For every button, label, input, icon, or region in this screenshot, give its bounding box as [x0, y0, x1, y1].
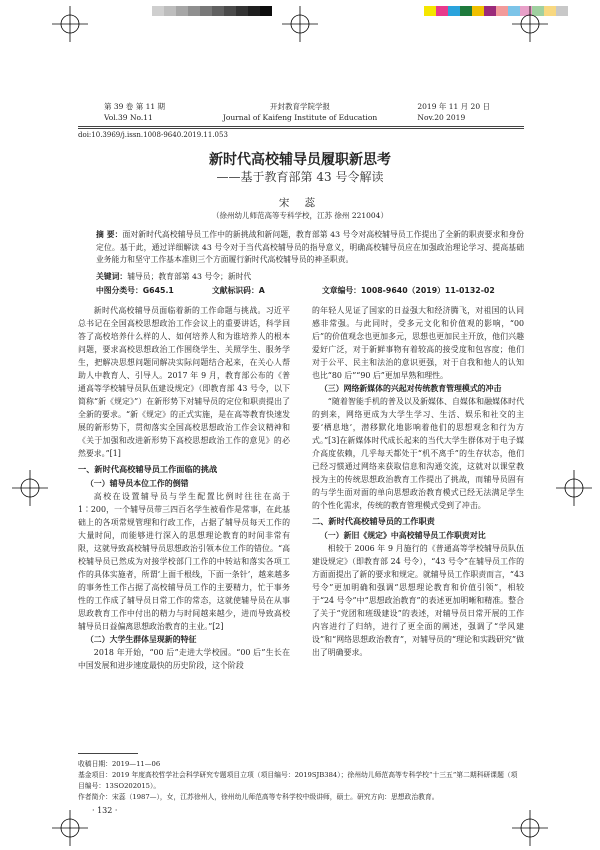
grayscale-swatch [248, 6, 260, 16]
footnote-fund: 基金项目：2019 年度高校哲学社会科学研究专题项目立项（项目编号：2019SJB384）；徐州幼儿师范高等专科学校“十三五”第二期科研课题（项目编号：13SO202015）。 [78, 771, 518, 790]
registration-mark-icon [282, 6, 318, 42]
registration-mark-icon [52, 810, 88, 846]
color-swatch [460, 6, 472, 16]
document-code: 文献标识码：A [212, 286, 265, 295]
body-column-left [78, 304, 290, 672]
color-swatch [484, 6, 496, 16]
journal-en: Journal of Kaifeng Institute of Education [222, 113, 378, 122]
registration-mark-icon [52, 6, 88, 42]
grayscale-swatch [260, 6, 272, 16]
subsection-heading: （二）大学生群体呈现新的特征 [85, 635, 197, 644]
registration-mark-icon [556, 470, 592, 506]
grayscale-swatch [212, 6, 224, 16]
color-swatch [448, 6, 460, 16]
color-swatch [436, 6, 448, 16]
header-divider [78, 126, 524, 127]
header-divider [78, 128, 524, 129]
volume-en: Vol.39 No.11 [104, 113, 153, 122]
body-paragraph: “随着智能手机的普及以及新媒体、自媒体和融媒体时代的到来，网络更成为大学生学习、生活、娱乐和社交的主要‘栖息地’，潜移默化地影响着他们的思想观念和行为方式。”[3]在新媒体时代成长起来的当代大学生群体对于电子媒介高度依赖，几乎每天都处于“机不离手”的生存状态，他们已经习惯通过网络来获取信息和沟通交流，这就对以课堂教授为主的传统思想政治教育工作提出了挑战，而辅导员固有的与学生面对面的单向思想政治教育模式已经无法满足学生的个性化需求，传统的教育管理模式受到了冲击。 [312, 397, 524, 510]
header-journal [0, 101, 600, 123]
grayscale-calibration-bar [152, 6, 272, 16]
subsection-heading: （三）网络新媒体的兴起对传统教育管理模式的冲击 [319, 384, 502, 393]
author-name: 宋 蕊 [278, 197, 322, 209]
body-paragraph: 新时代高校辅导员面临着新的工作命题与挑战。习近平总书记在全国高校思想政治工作会议上的重要讲话，科学回答了高校培养什么样的人、如何培养人和为谁培养人的根本问题，要求高校思想政治工作围绕学生、关照学生、服务学生，把解决思想问题同解决实际问题结合起来，在关心人帮助人中教育人、引导人。2017 年 9 月，教育部公布的《普通高等学校辅导员队伍建设规定》（即教育部 43 号令，以下简称“新《规定》”）在新形势下对辅导员的定位和职责提出了全新的要求。“新《规定》的正式实施，是在高等教育快速发展的新形势下，贯彻落实全国高校思想政治工作会议精神和《关于加强和改进新形势下高校思想政治工作的意见》的必然要求。”[1] [78, 306, 290, 458]
keywords [96, 271, 251, 282]
abstract [96, 229, 524, 267]
date-en: Nov.20 2019 [417, 113, 466, 122]
grayscale-swatch [176, 6, 188, 16]
abstract-label: 摘 要： [96, 230, 123, 239]
grayscale-swatch [152, 6, 164, 16]
journal-cn: 开封教育学院学报 [270, 102, 330, 111]
section-heading: 一、新时代高校辅导员工作面临的挑战 [78, 464, 218, 474]
article-title: 新时代高校辅导员履职新思考 [209, 152, 391, 168]
color-swatch [472, 6, 484, 16]
section-heading: 二、新时代高校辅导员的工作职责 [312, 516, 435, 526]
grayscale-swatch [200, 6, 212, 16]
color-swatch [496, 6, 508, 16]
registration-mark-icon [512, 810, 548, 846]
grayscale-swatch [236, 6, 248, 16]
header-date [417, 101, 490, 123]
registration-mark-icon [12, 470, 48, 506]
subsection-heading: （一）新旧《规定》中高校辅导员工作职责对比 [319, 531, 486, 540]
doi: doi:10.3969/j.issn.1008-9640.2019.11.053 [78, 131, 228, 139]
subsection-heading: （一）辅导员本位工作的倒错 [85, 479, 189, 488]
color-swatch [424, 6, 436, 16]
registration-mark-icon [512, 6, 548, 42]
author-affiliation: （徐州幼儿师范高等专科学校，江苏 徐州 221004） [212, 211, 388, 220]
keywords-text: 辅导员；教育部第 43 号令；新时代 [127, 272, 252, 281]
body-paragraph: 高校在设置辅导员与学生配置比例时往往在高于 1∶200，一个辅导员带三四百名学生被看作是常事，在此基础上的各项常规管理和行政工作，占据了辅导员每天工作的大量时间，而能够进行深入的思想理论教育的时间非常有限，这就导致高校辅导员思想政治引领本位工作的错位。“高校辅导员已然成为对接学校部门工作的中转站和落实各项工作的具体实施者，所谓‘上面千根线，下面一条针’，越来越多的事务性工作占据了高校辅导员工作的主要精力，忙于事务性的工作成了辅导员日常工作的常态，这就使辅导员在从事思政教育工作中付出的精力与时间越来越少，进而导致高校辅导员日益偏离思想政治教育的主业。”[2] [78, 492, 290, 631]
footnote-divider [78, 753, 138, 754]
footnotes [78, 759, 524, 803]
body-column-right [312, 304, 524, 659]
footnote-received: 收稿日期：2019—11—06 [78, 760, 161, 768]
date-cn: 2019 年 11 月 20 日 [417, 102, 490, 111]
body-paragraph: 2018 年开始，“00 后”走进大学校园。“00 后”生长在中国发展和进步速度最快的历史阶段，这个阶段 [78, 648, 290, 670]
keywords-label: 关键词： [96, 272, 128, 281]
grayscale-swatch [188, 6, 200, 16]
body-paragraph: 相较于 2006 年 9 月施行的《普通高等学校辅导员队伍建设规定》（即教育部 24 号令），“43 号令”在辅导员工作的方面面提出了新的要求和规定。就辅导员工作职责而言，“43 号令”更加明确和强调“思想理论教育和价值引领”，相较于“24 号令”中“思想政治教育”的表述更加明晰和精准。整合了关于“党团和班级建设”的表述，对辅导员日常开展的工作内容进行了归纳，进行了更全面的阐述，强调了“学风建设”和“网络思想政治教育”，对辅导员的“理论和实践研究”做出了明确要求。 [312, 544, 524, 657]
clc-number: 中图分类号：G645.1 [96, 286, 174, 295]
abstract-text: 面对新时代高校辅导员工作中的新挑战和新问题，教育部第 43 号令对高校辅导员工作提出了全新的职责要求和身份定位。基于此，通过详细解读 43 号令对于当代高校辅导员的指导意义，明确高校辅导员应在加强政治理论学习、提高基础业务能力和坚守工作基本准则三个方面履行新时代高校辅导员的神圣职责。 [96, 230, 525, 264]
grayscale-swatch [224, 6, 236, 16]
volume-cn: 第 39 卷 第 11 期 [104, 102, 166, 111]
color-swatch [556, 6, 568, 16]
body-paragraph: 的年轻人见证了国家的日益强大和经济腾飞，对祖国的认同感非常强。与此同时，受多元文化和价值观的影响，“00 后”的价值观念也更加多元，思想也更加民主开放，他们兴趣爱好广泛，对于新鲜事物有着较高的接受度和包容度；他们对于公平、民主和法治的意识更强，对于自我和他人的认知也比“80 后”“90 后”更加早熟和理性。 [312, 306, 524, 380]
article-subtitle: ——基于教育部第 43 号令解读 [216, 170, 384, 184]
page-number: · 132 · [92, 806, 118, 815]
grayscale-swatch [164, 6, 176, 16]
footnote-author-bio: 作者简介：宋蕊（1987—），女，江苏徐州人，徐州幼儿师范高等专科学校中级讲师，硕士。研究方向：思想政治教育。 [78, 793, 439, 801]
article-number: 文章编号：1008-9640（2019）11-0132-02 [322, 286, 495, 295]
